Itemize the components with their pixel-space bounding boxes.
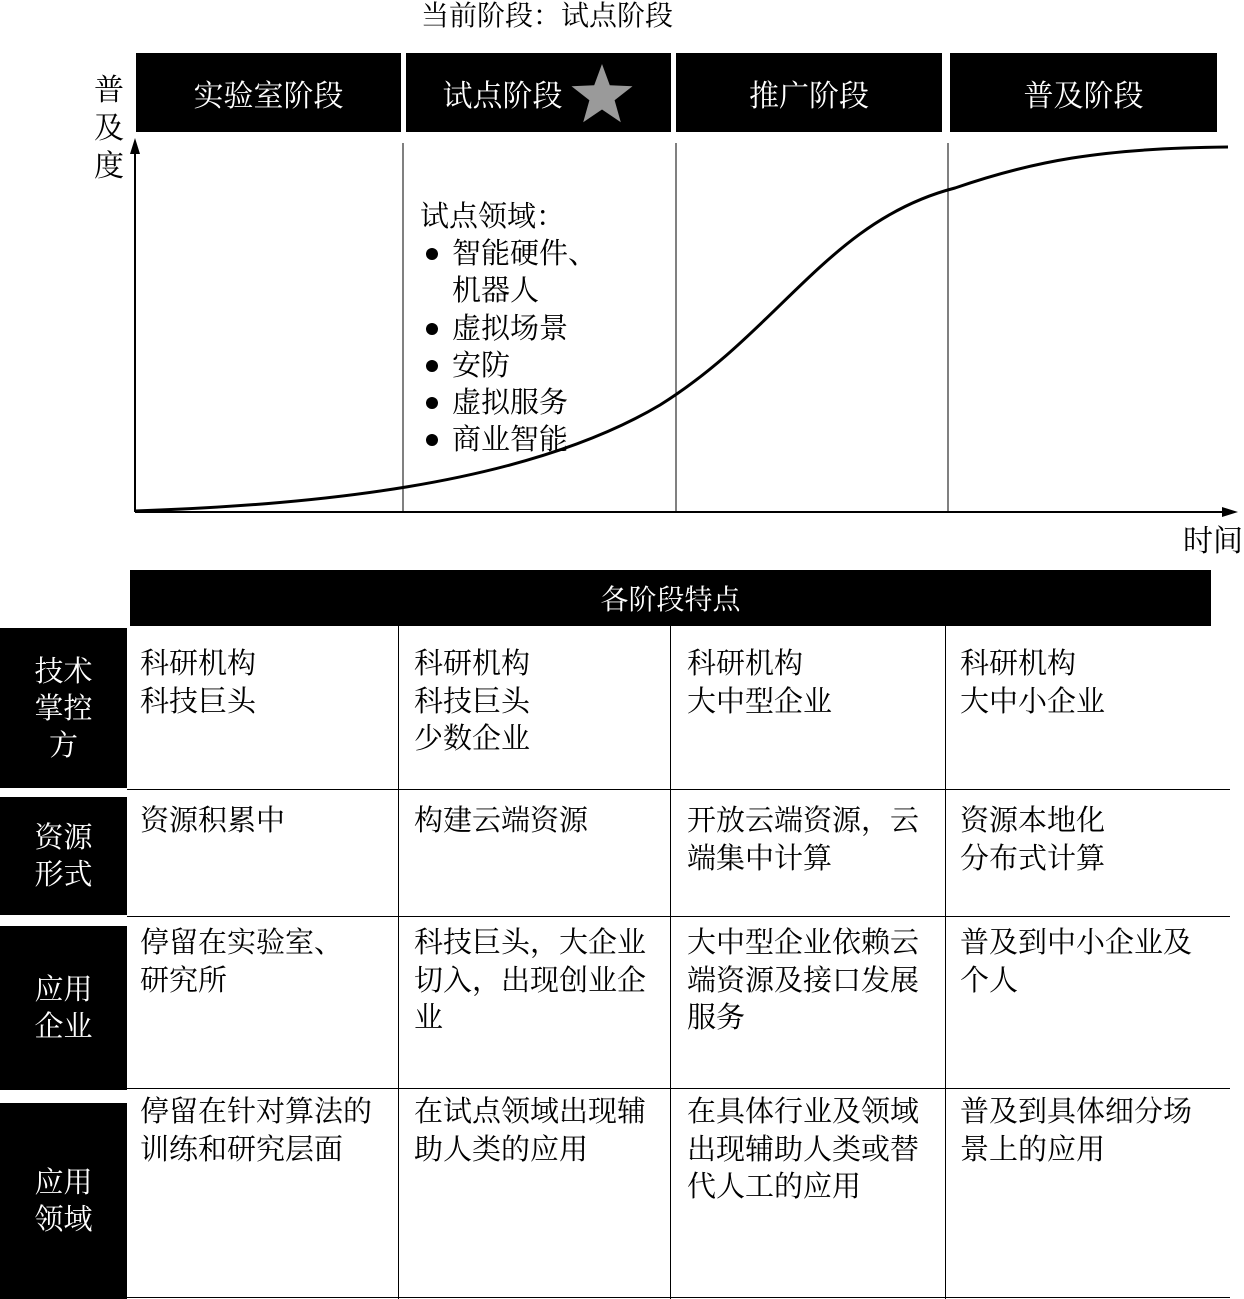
row-label-line: 方 bbox=[48, 727, 78, 762]
table-cell bbox=[960, 924, 1192, 999]
row-label-line: 企业 bbox=[34, 1009, 93, 1043]
table-cell bbox=[140, 645, 256, 720]
table-cell bbox=[140, 924, 343, 999]
table-cell bbox=[687, 645, 832, 720]
cell-line: 停留在实验室、 bbox=[140, 925, 344, 959]
cell-line: 资源积累中 bbox=[140, 803, 286, 837]
cell-line: 普及到中小企业及 bbox=[960, 925, 1193, 959]
table-cell bbox=[960, 1093, 1192, 1168]
list-item: 安防 bbox=[424, 347, 597, 384]
adoption-s-curve bbox=[135, 147, 1228, 511]
adoption-curve-chart bbox=[0, 0, 1244, 560]
table-row-divider bbox=[127, 1088, 1230, 1089]
stage-label: 试点阶段 bbox=[442, 78, 563, 114]
table-row-divider bbox=[127, 789, 1230, 790]
list-item: 智能硬件、 bbox=[424, 235, 597, 272]
y-axis-arrow-icon bbox=[130, 138, 140, 154]
table-cell bbox=[140, 802, 285, 840]
cell-line: 业 bbox=[414, 1000, 444, 1034]
cell-line: 在试点领域出现辅 bbox=[414, 1094, 647, 1128]
table-cell bbox=[414, 924, 646, 1037]
cell-line: 分布式计算 bbox=[960, 840, 1106, 875]
cell-line: 服务 bbox=[687, 1000, 746, 1034]
cell-line: 构建云端资源 bbox=[414, 803, 589, 837]
table-column-divider bbox=[398, 626, 399, 1299]
cell-line: 科研机构 bbox=[140, 646, 257, 680]
cell-line: 停留在针对算法的 bbox=[140, 1094, 373, 1128]
x-axis-label: 时间 bbox=[1183, 524, 1243, 559]
table-row-divider bbox=[127, 916, 1230, 917]
cell-line: 在具体行业及领域 bbox=[687, 1094, 920, 1128]
cell-line: 大中小企业 bbox=[960, 683, 1106, 718]
list-item: 虚拟场景 bbox=[424, 310, 597, 347]
row-label-resource-form bbox=[0, 797, 127, 915]
y-axis-label-text: 普及度 bbox=[94, 73, 124, 184]
row-label-line: 领域 bbox=[34, 1202, 93, 1236]
cell-line: 个人 bbox=[960, 962, 1019, 997]
table-cell bbox=[687, 802, 919, 877]
row-label-line: 掌控 bbox=[34, 690, 93, 725]
current-stage-title: 当前阶段：试点阶段 bbox=[420, 0, 673, 32]
table-cell bbox=[960, 802, 1105, 877]
table-cell bbox=[687, 1093, 919, 1206]
cell-line: 训练和研究层面 bbox=[140, 1131, 344, 1166]
cell-line: 大中型企业依赖云 bbox=[687, 925, 920, 959]
pilot-domains-title: 试点领域： bbox=[420, 199, 566, 233]
cell-line: 助人类的应用 bbox=[414, 1131, 589, 1166]
cell-line: 切入，出现创业企 bbox=[414, 962, 647, 997]
cell-line: 出现辅助人类或替 bbox=[687, 1131, 920, 1166]
cell-line: 大中型企业 bbox=[687, 683, 833, 718]
cell-line: 开放云端资源，云 bbox=[687, 803, 920, 837]
row-label-tech-control bbox=[0, 628, 127, 788]
pilot-domains-list bbox=[424, 235, 597, 459]
cell-line: 科研机构 bbox=[960, 646, 1077, 680]
table-cell bbox=[414, 645, 530, 758]
stage-label: 普及阶段 bbox=[1023, 78, 1144, 114]
list-item: 虚拟服务 bbox=[424, 384, 597, 421]
stage-label: 推广阶段 bbox=[749, 78, 869, 114]
table-cell bbox=[414, 802, 588, 840]
row-label-line: 技术 bbox=[34, 653, 93, 688]
row-label-app-enterprise bbox=[0, 926, 127, 1090]
cell-line: 端集中计算 bbox=[687, 840, 833, 875]
table-column-divider bbox=[670, 626, 671, 1299]
feature-table-header bbox=[130, 570, 1211, 626]
cell-line: 科技巨头 bbox=[414, 683, 531, 718]
table-column-divider bbox=[945, 626, 946, 1299]
cell-line: 资源本地化 bbox=[960, 803, 1106, 837]
cell-line: 科研机构 bbox=[687, 646, 804, 680]
cell-line: 端资源及接口发展 bbox=[687, 962, 920, 997]
cell-line: 景上的应用 bbox=[960, 1131, 1106, 1166]
row-label-line: 资源 bbox=[34, 820, 93, 854]
cell-line: 科技巨头 bbox=[140, 683, 257, 718]
list-item: 商业智能 bbox=[424, 421, 597, 458]
table-cell bbox=[687, 924, 919, 1037]
row-label-app-domain bbox=[0, 1103, 127, 1299]
cell-line: 普及到具体细分场 bbox=[960, 1094, 1193, 1128]
table-row-divider bbox=[127, 1297, 1230, 1298]
row-label-line: 应用 bbox=[34, 972, 93, 1006]
cell-line: 代人工的应用 bbox=[687, 1169, 862, 1203]
cell-line: 研究所 bbox=[140, 962, 228, 997]
table-cell bbox=[960, 645, 1105, 720]
row-label-line: 形式 bbox=[34, 857, 93, 891]
stage-label: 实验室阶段 bbox=[193, 78, 344, 114]
row-label-line: 应用 bbox=[34, 1165, 93, 1199]
cell-line: 少数企业 bbox=[414, 721, 531, 755]
table-cell bbox=[414, 1093, 646, 1168]
cell-line: 科研机构 bbox=[414, 646, 531, 680]
cell-line: 科技巨头，大企业 bbox=[414, 925, 647, 959]
x-axis-arrow-icon bbox=[1222, 507, 1238, 517]
table-cell bbox=[140, 1093, 372, 1168]
feature-table-header-text: 各阶段特点 bbox=[600, 583, 741, 616]
list-item: 机器人 bbox=[452, 273, 540, 308]
